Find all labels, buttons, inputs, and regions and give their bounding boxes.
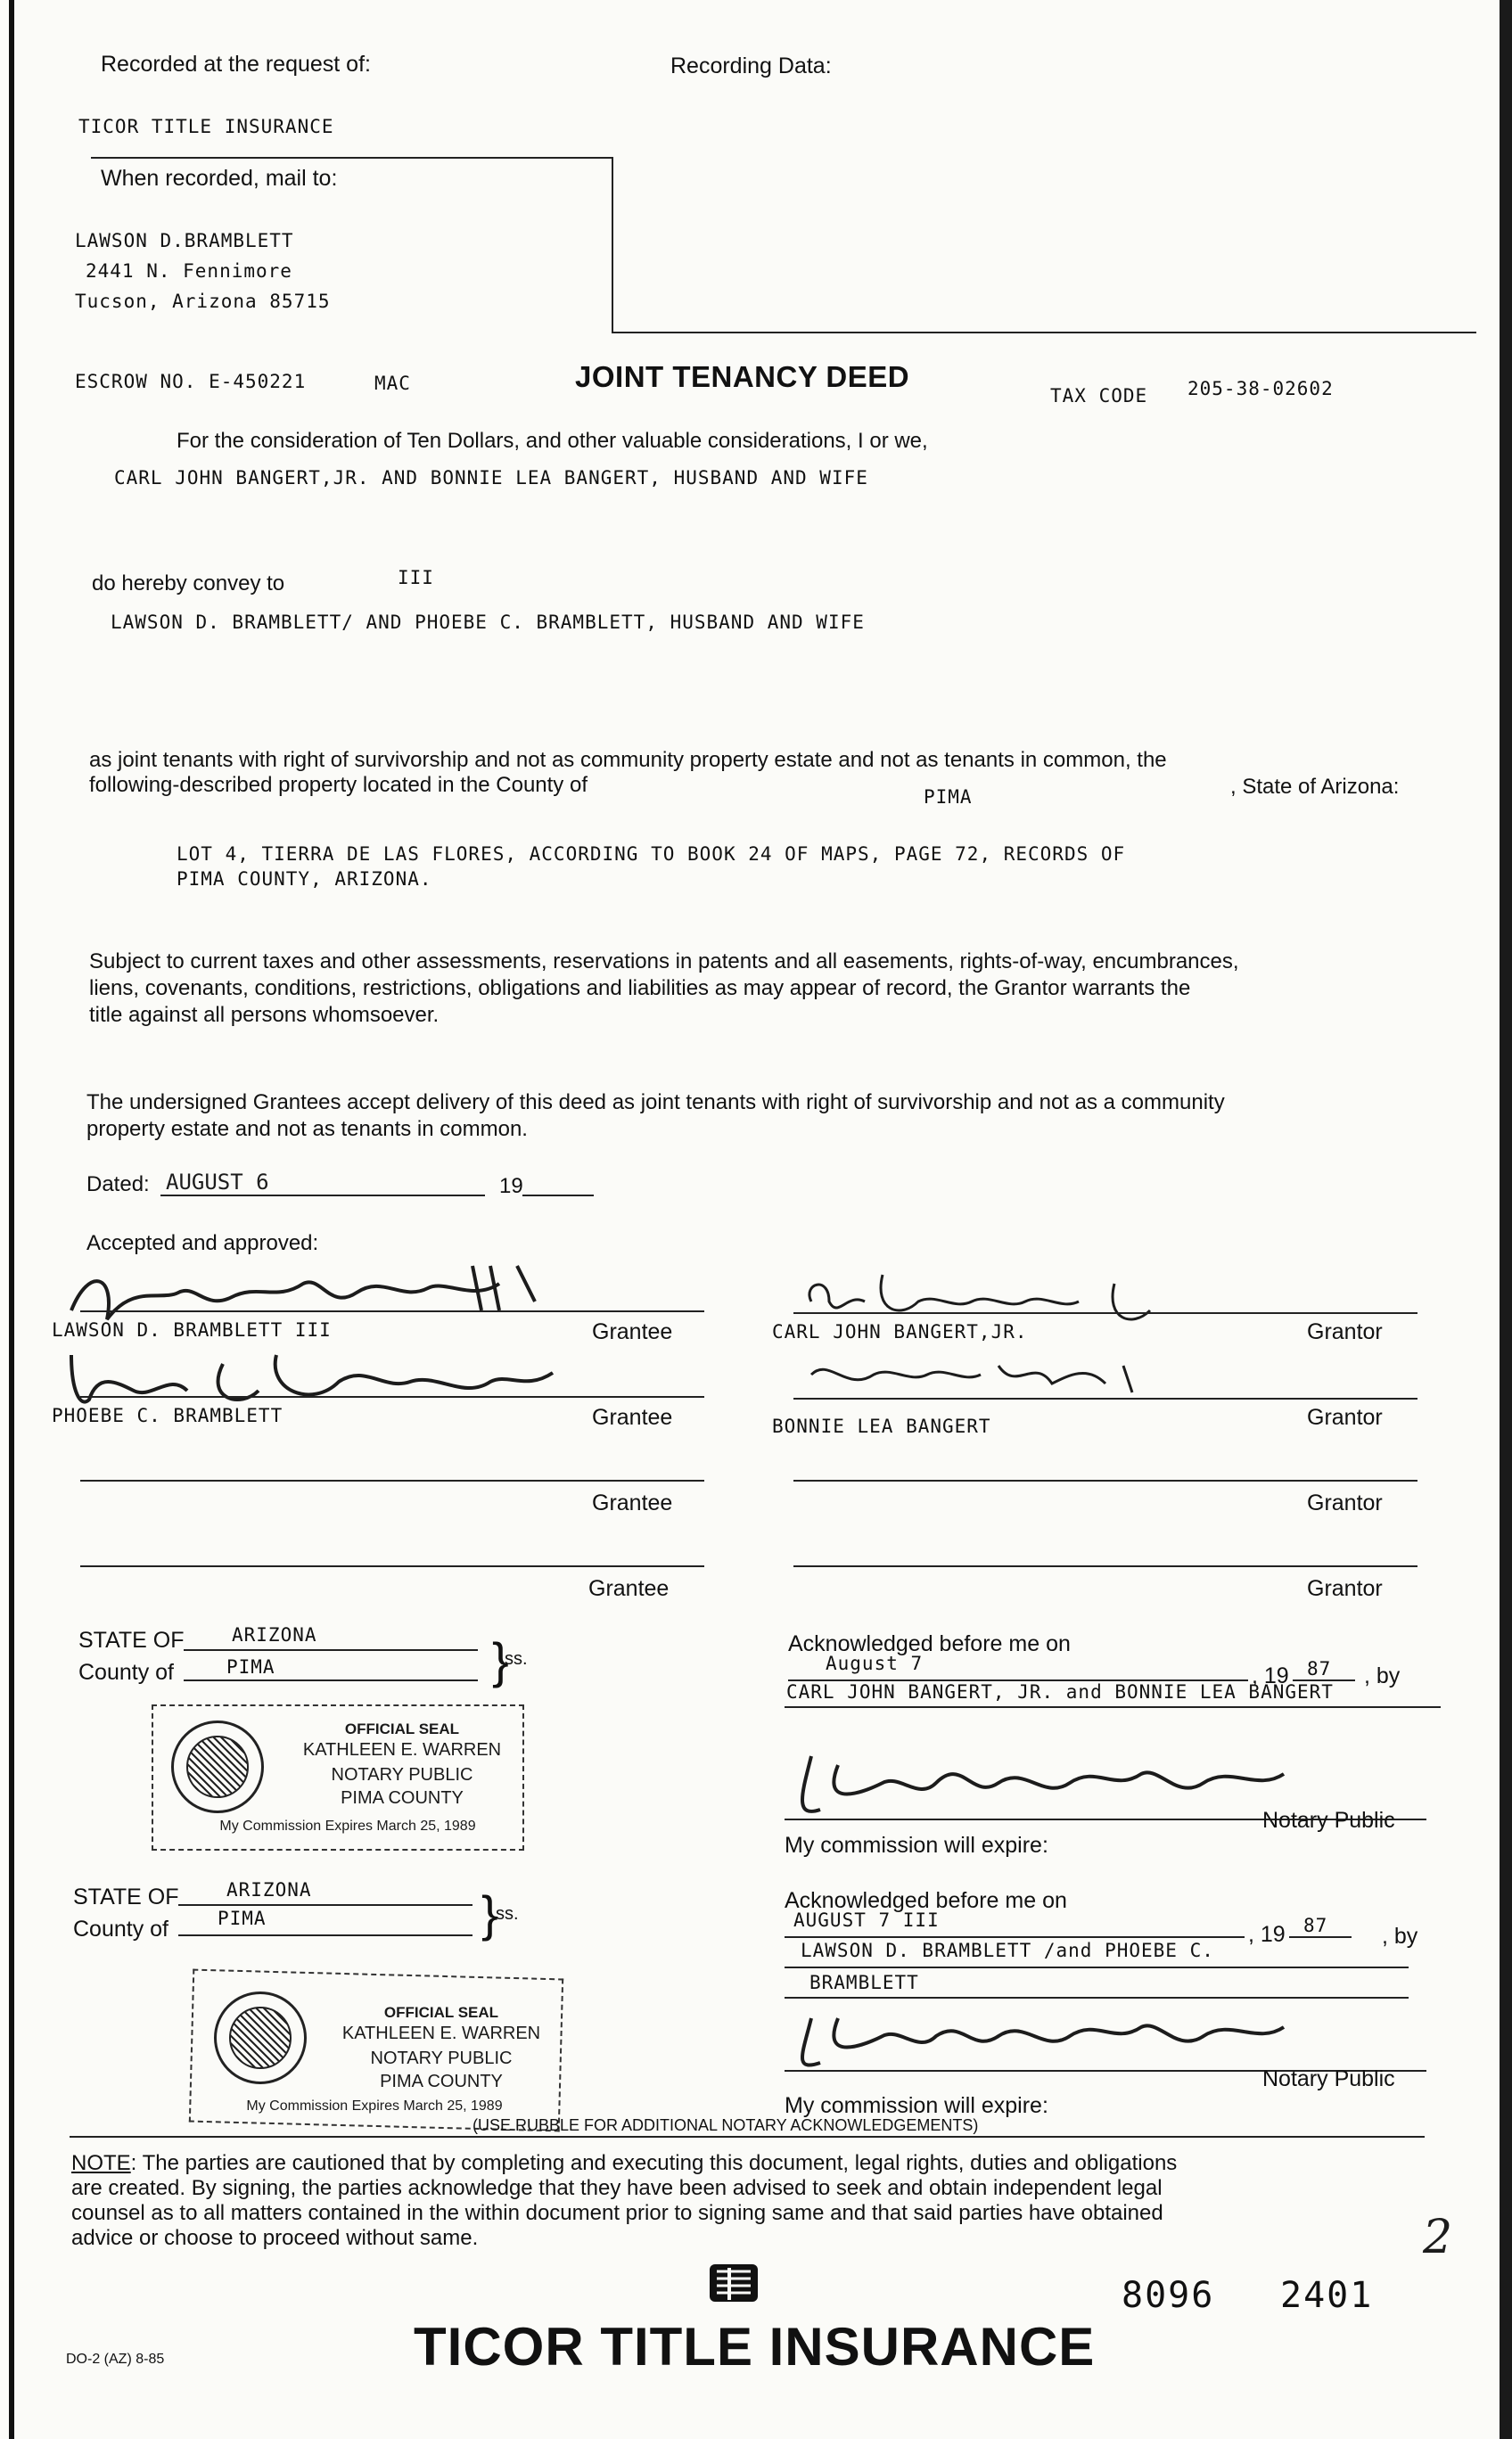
legal-description-2: PIMA COUNTY, ARIZONA. [177, 868, 432, 890]
notary1-state-label: STATE OF [78, 1628, 185, 1653]
grantor-2-line [793, 1398, 1418, 1400]
notary1-stamp-title: NOTARY PUBLIC [331, 1765, 473, 1785]
grantee-suffix: III [398, 567, 434, 588]
grantee-2-name: PHOEBE C. BRAMBLETT [52, 1405, 284, 1426]
notary1-signature [785, 1738, 1302, 1836]
grantee-1-name: LAWSON D. BRAMBLETT III [52, 1319, 332, 1341]
ticor-logo-text: TICOR TITLE INSURANCE [414, 2317, 1096, 2377]
legal-description-1: LOT 4, TIERRA DE LAS FLORES, ACCORDING TO BOOK 24 OF MAPS, PAGE 72, RECORDS OF [177, 843, 1126, 865]
notary1-by: , by [1364, 1663, 1401, 1688]
notary1-stamp-county: PIMA COUNTY [341, 1788, 464, 1808]
footer-rule [70, 2136, 1425, 2138]
notary1-ack-label: Acknowledged before me on [788, 1631, 1071, 1656]
grantee-2-line [80, 1396, 704, 1398]
notary1-brace: } [492, 1632, 509, 1688]
grantors-line: CARL JOHN BANGERT,JR. AND BONNIE LEA BANGERT, HUSBAND AND WIFE [114, 467, 868, 489]
notary1-stamp-expiry: My Commission Expires March 25, 1989 [219, 1819, 476, 1834]
escrow-number: ESCROW NO. E-450221 [75, 371, 307, 392]
page-edge-right [1500, 0, 1512, 2439]
mail-to-name: LAWSON D.BRAMBLETT [75, 230, 294, 251]
notary2-expire-label: My commission will expire: [785, 2093, 1048, 2118]
county-value: PIMA [924, 786, 973, 808]
joint-tenancy-text: as joint tenants with right of survivorship and not as community property estate and not as tenants in common, the [89, 748, 1167, 772]
notary2-public-label: Notary Public [1262, 2066, 1395, 2091]
grantor-4-line [793, 1565, 1418, 1567]
grantees-line: LAWSON D. BRAMBLETT/ AND PHOEBE C. BRAMBLETT, HUSBAND AND WIFE [111, 612, 865, 633]
notary2-parties-1: LAWSON D. BRAMBLETT /and PHOEBE C. [801, 1940, 1214, 1961]
mail-to-label: When recorded, mail to: [101, 166, 338, 191]
notary2-county-label: County of [73, 1917, 169, 1942]
notary2-county-value: PIMA [218, 1908, 267, 1929]
dated-value: AUGUST 6 [166, 1170, 269, 1195]
recording-party: TICOR TITLE INSURANCE [78, 116, 334, 137]
notary2-stamp-heading: OFFICIAL SEAL [383, 2004, 499, 2021]
notary2-county-line [178, 1934, 472, 1936]
notary1-state-line [184, 1649, 478, 1651]
escrow-suffix: MAC [374, 373, 411, 394]
notary1-state-value: ARIZONA [232, 1624, 317, 1646]
notary1-expire-label: My commission will expire: [785, 1833, 1048, 1858]
book-number: 8096 [1122, 2275, 1215, 2316]
acceptance-2: property estate and not as tenants in common. [86, 1117, 528, 1141]
page-edge-left [9, 0, 14, 2439]
notary2-by: , by [1382, 1924, 1418, 1949]
subject-to-2: liens, covenants, conditions, restrictions, obligations and liabilities as may appear of record, the Grantor warrants the [89, 976, 1191, 1000]
mail-box-right [612, 157, 613, 332]
notary1-year-value: 87 [1307, 1658, 1332, 1679]
notary1-parties: CARL JOHN BANGERT, JR. and BONNIE LEA BANGERT [786, 1681, 1334, 1703]
notary1-parties-line [785, 1706, 1441, 1708]
notary2-ack-date: AUGUST 7 III [793, 1909, 940, 1931]
notary2-year-prefix: , 19 [1248, 1922, 1286, 1947]
mail-to-city: Tucson, Arizona 85715 [75, 291, 331, 312]
county-text: following-described property located in the County of [89, 773, 588, 797]
grantee-4-label: Grantee [588, 1576, 670, 1601]
grantee-3-line [80, 1480, 704, 1482]
signature-bonnie-bangert [793, 1348, 1168, 1410]
notary2-parties-line-1 [785, 1967, 1409, 1968]
tax-code-label: TAX CODE [1050, 385, 1148, 406]
ticor-logo-icon [704, 2261, 763, 2305]
note-line-2: are created. By signing, the parties acknowledge that they have been advised to seek and obtain independent legal [71, 2176, 1163, 2200]
grantee-3-label: Grantee [592, 1490, 673, 1515]
page-number: 2401 [1280, 2275, 1374, 2316]
acceptance-1: The undersigned Grantees accept delivery of this deed as joint tenants with right of survivorship and not as a community [86, 1090, 1225, 1114]
subject-to-1: Subject to current taxes and other assessments, reservations in patents and all easements, rights-of-way, encumbrances, [89, 949, 1239, 973]
state-text: , State of Arizona: [1230, 775, 1400, 799]
notary1-county-value: PIMA [226, 1656, 275, 1678]
notary2-stamp-name: KATHLEEN E. WARREN [341, 2024, 541, 2043]
page-number-handwritten: 2 [1423, 2211, 1453, 2264]
dated-year-prefix: 19 [499, 1174, 523, 1198]
notary1-ack-date: August 7 [826, 1653, 924, 1674]
grantor-4-label: Grantor [1307, 1576, 1383, 1601]
notary2-state-value: ARIZONA [226, 1879, 312, 1901]
note-text-1: : The parties are cautioned that by completing and executing this document, legal rights, duties and obligations [130, 2151, 1178, 2175]
subject-to-3: title against all persons whomsoever. [89, 1003, 440, 1027]
tax-code-value: 205-38-02602 [1187, 378, 1334, 399]
mail-box-top [91, 157, 612, 159]
document-title: JOINT TENANCY DEED [575, 360, 910, 393]
note-label: NOTE [71, 2151, 131, 2175]
dated-year-line [522, 1195, 594, 1196]
notary2-stamp-title: NOTARY PUBLIC [370, 2049, 513, 2068]
note-line-3: counsel as to all matters contained in the within document prior to signing same and that said parties have obtained [71, 2201, 1163, 2225]
notary2-ack-date-line [785, 1936, 1245, 1938]
grantor-1-line [793, 1312, 1418, 1314]
notary2-stamp-expiry: My Commission Expires March 25, 1989 [246, 2098, 503, 2114]
notary1-county-label: County of [78, 1660, 175, 1685]
notary2-brace: } [481, 1885, 498, 1942]
notary1-stamp-name: KATHLEEN E. WARREN [302, 1740, 502, 1760]
grantee-1-label: Grantee [592, 1319, 673, 1344]
grantee-4-line [80, 1565, 704, 1567]
dated-label: Dated: [86, 1172, 150, 1196]
notary2-state-line [178, 1904, 472, 1906]
notary1-county-line [184, 1679, 478, 1681]
grantee-2-label: Grantee [592, 1405, 673, 1430]
notary2-parties-2: BRAMBLETT [809, 1972, 919, 1993]
notary2-signature [785, 2000, 1302, 2081]
notary2-parties-line-2 [785, 1997, 1409, 1999]
mail-to-street: 2441 N. Fennimore [86, 260, 292, 282]
notary1-public-label: Notary Public [1262, 1808, 1395, 1833]
grantor-3-line [793, 1480, 1418, 1482]
grantor-3-label: Grantor [1307, 1490, 1383, 1515]
notary2-stamp-county: PIMA COUNTY [380, 2072, 503, 2091]
accepted-label: Accepted and approved: [86, 1231, 319, 1255]
grantee-1-line [80, 1310, 704, 1312]
recorded-request-label: Recorded at the request of: [101, 52, 371, 77]
convey-text: do hereby convey to [92, 571, 285, 595]
mail-box-bottom [612, 332, 1476, 333]
recording-data-label: Recording Data: [670, 53, 832, 78]
notary2-ss: ss. [496, 1904, 519, 1924]
grantor-1-label: Grantor [1307, 1319, 1383, 1344]
dated-line [160, 1195, 485, 1196]
grantor-2-label: Grantor [1307, 1405, 1383, 1430]
notary1-seal-emblem [171, 1720, 264, 1813]
note-line-4: advice or choose to proceed without same. [71, 2226, 479, 2250]
notary2-year-value: 87 [1303, 1915, 1328, 1936]
notary2-seal-emblem [214, 1991, 307, 2084]
additional-ack-note: (USE RUBBLE FOR ADDITIONAL NOTARY ACKNOWLEDGEMENTS) [472, 2116, 979, 2134]
notary1-stamp-heading: OFFICIAL SEAL [344, 1720, 460, 1737]
grantor-2-name: BONNIE LEA BANGERT [772, 1416, 991, 1437]
consideration-text: For the consideration of Ten Dollars, and other valuable considerations, I or we, [177, 429, 928, 453]
notary1-ss: ss. [505, 1649, 528, 1669]
note-line-1 [71, 2150, 1177, 2177]
notary2-state-label: STATE OF [73, 1885, 179, 1909]
notary2-year-line [1289, 1936, 1352, 1938]
notary1-year-prefix: , 19 [1252, 1663, 1289, 1688]
form-code: DO-2 (AZ) 8-85 [66, 2352, 165, 2367]
notary2-ack-label: Acknowledged before me on [785, 1888, 1067, 1913]
grantor-1-name: CARL JOHN BANGERT,JR. [772, 1321, 1028, 1343]
